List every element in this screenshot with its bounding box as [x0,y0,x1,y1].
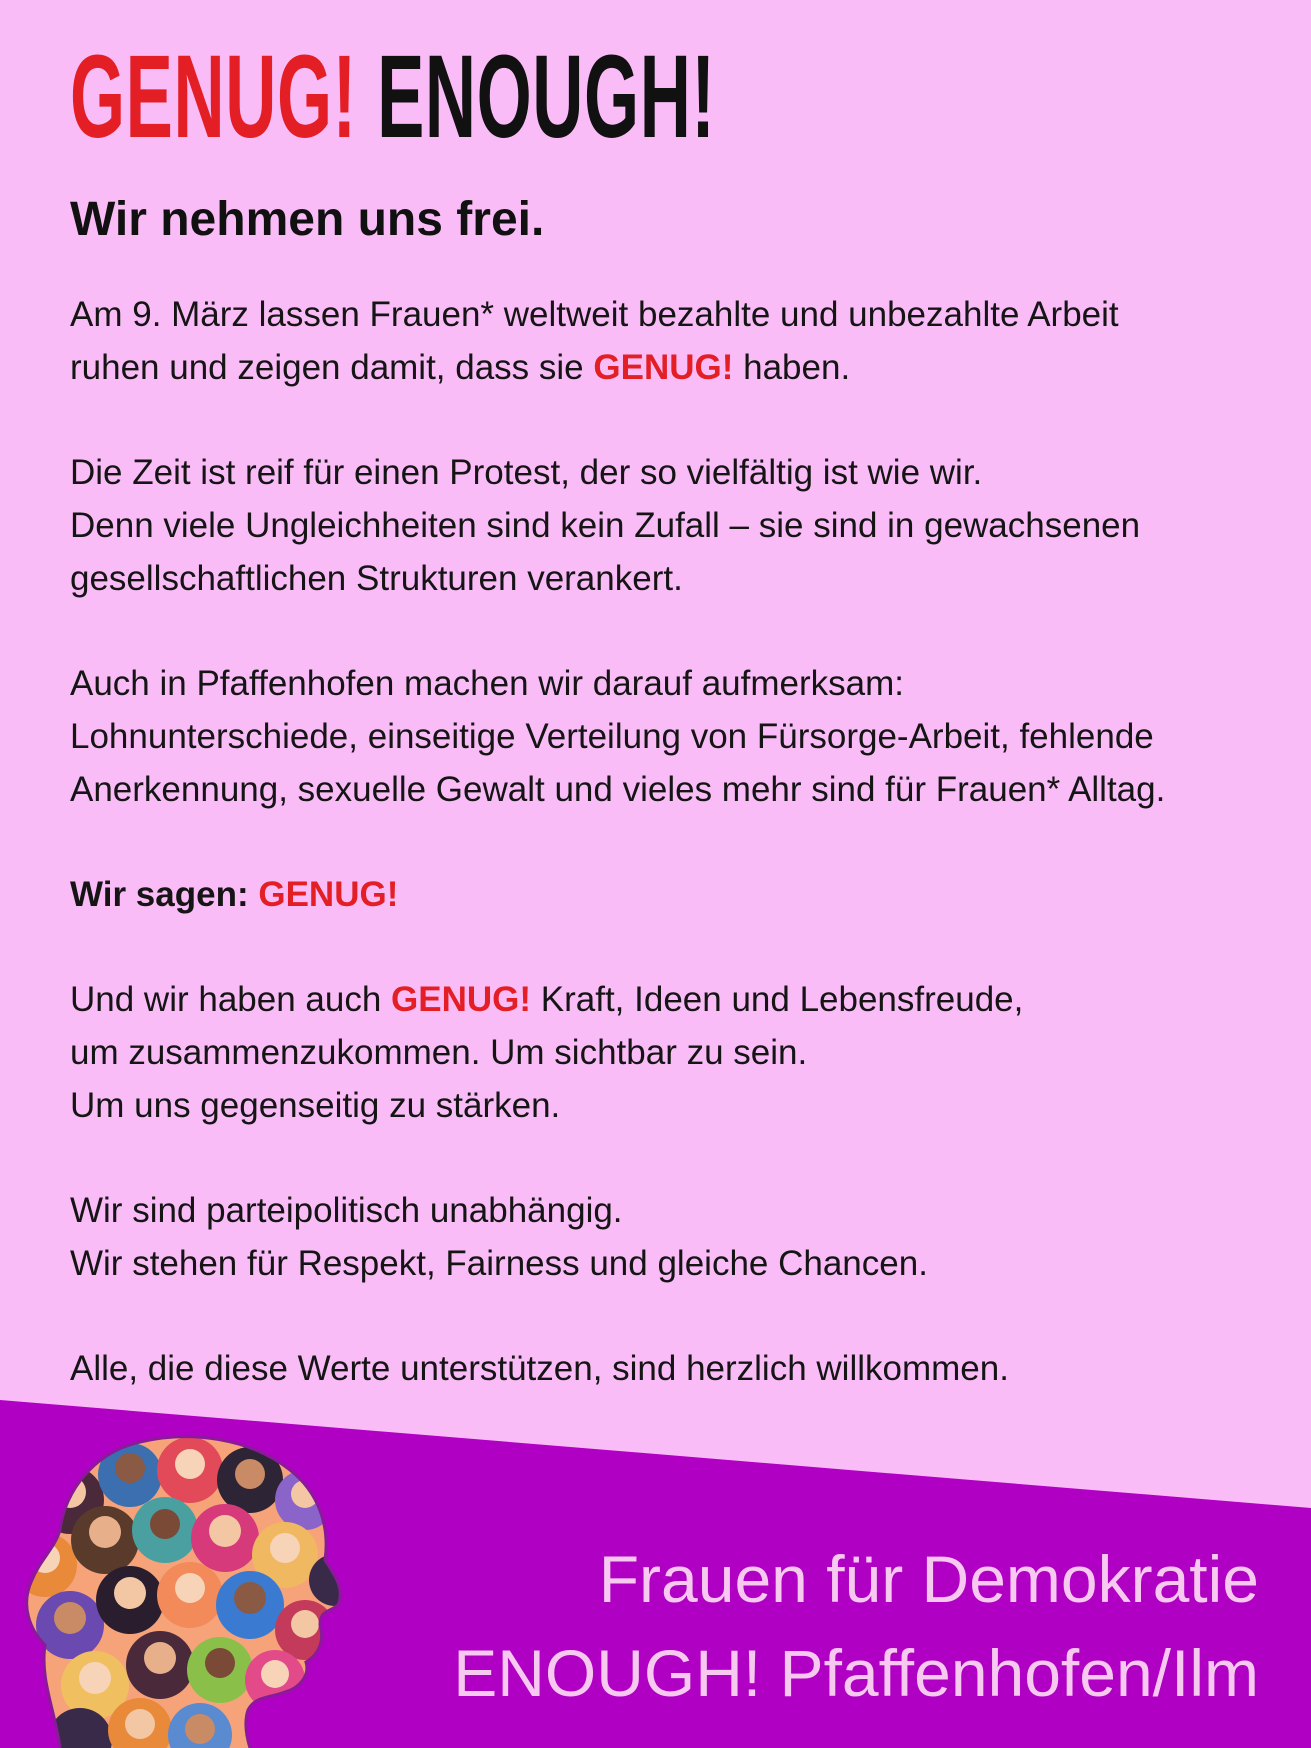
genug-highlight: GENUG! [258,875,399,914]
text-line: Anerkennung, sexuelle Gewalt und vieles mehr sind für Frauen* Alltag. [70,770,1166,809]
text-fragment: ruhen und zeigen damit, dass sie [70,348,594,387]
text-line: Wir stehen für Respekt, Fairness und gleiche Chancen. [70,1244,928,1283]
headline-genug: GENUG! [70,31,357,163]
text-fragment: Wir sagen: [70,875,259,914]
footer-organization [453,1532,1259,1720]
text-fragment: Und wir haben auch [70,980,392,1019]
text-fragment: Kraft, Ideen und Lebensfreude, [531,980,1024,1019]
genug-highlight: GENUG! [593,348,734,387]
text-line: gesellschaftlichen Strukturen verankert. [70,559,683,598]
text-line: Denn viele Ungleichheiten sind kein Zufall – sie sind in gewachsenen [70,506,1141,545]
subheading: Wir nehmen uns frei. [70,193,545,246]
footer-line-1: Frauen für Demokratie [598,1542,1259,1616]
text-line: Lohnunterschiede, einseitige Verteilung von Fürsorge-Arbeit, fehlende [70,717,1154,756]
text-line: Alle, die diese Werte unterstützen, sind herzlich willkommen. [70,1349,1009,1388]
women-crowd-head-icon [0,1430,360,1748]
footer-line-2: ENOUGH! Pfaffenhofen/Ilm [453,1636,1259,1710]
text-fragment: haben. [733,348,851,387]
genug-highlight: GENUG! [391,980,532,1019]
text-line: Auch in Pfaffenhofen machen wir darauf aufmerksam: [70,664,904,703]
text-line: Wir sind parteipolitisch unabhängig. [70,1191,623,1230]
text-line: um zusammenzukommen. Um sichtbar zu sein. [70,1033,808,1072]
headline-enough: ENOUGH! [377,31,716,163]
text-line: Am 9. März lassen Frauen* weltweit bezahlte und unbezahlte Arbeit [70,295,1119,334]
text-line: Um uns gegenseitig zu stärken. [70,1086,561,1125]
text-line: Die Zeit ist reif für einen Protest, der so vielfältig ist wie wir. [70,453,983,492]
